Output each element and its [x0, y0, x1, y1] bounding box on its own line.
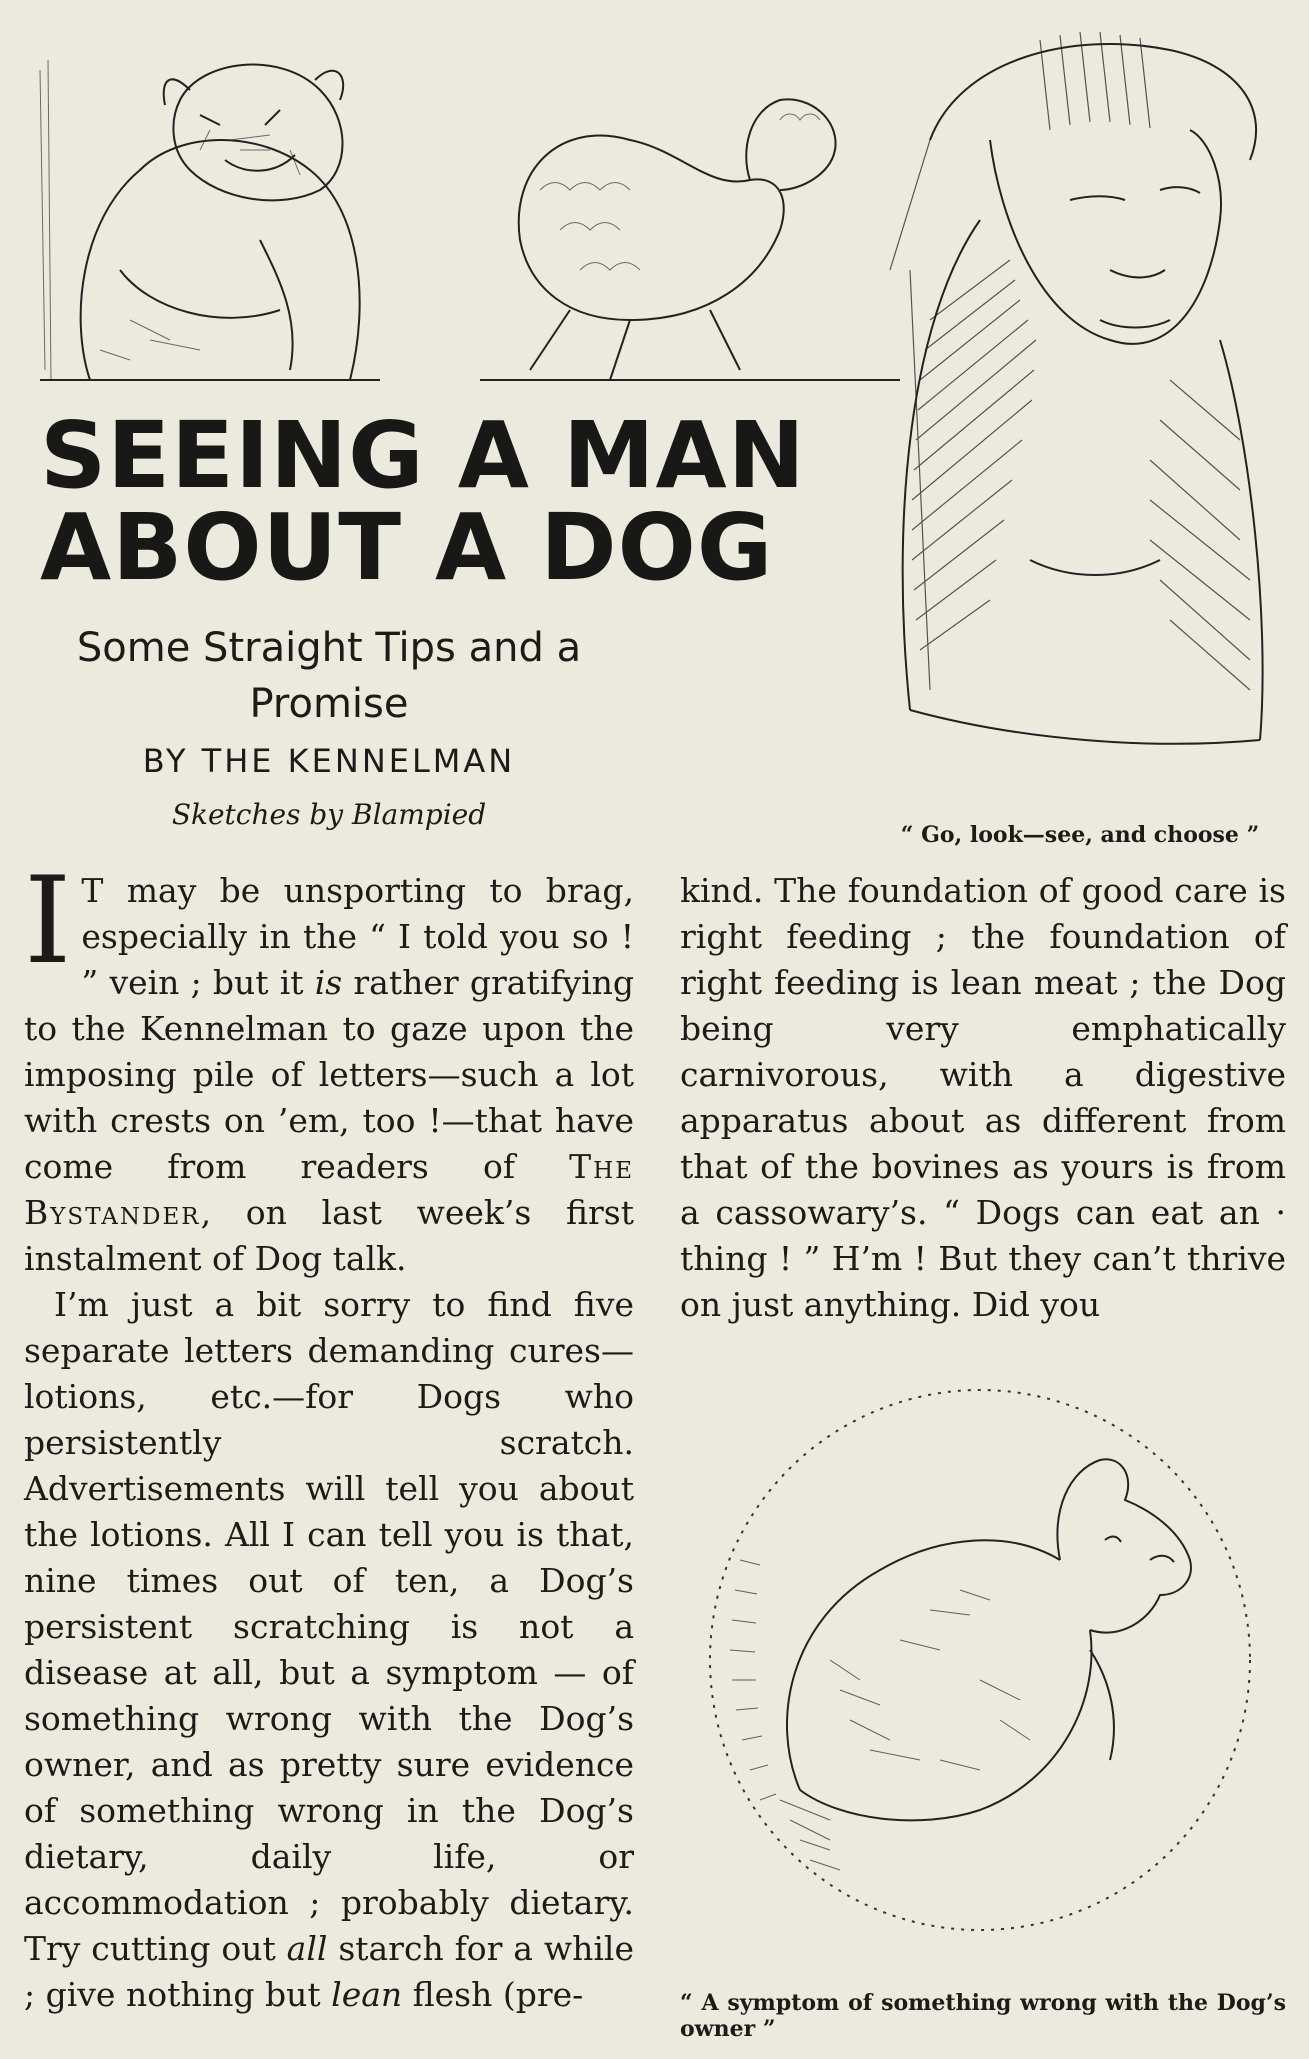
p2-text-b: starch for a while ; give nothing but — [24, 1929, 634, 2014]
p2-emphasis-lean: lean — [331, 1975, 403, 2014]
paragraph-3: kind. The foundation of good care is right feeding ; the foundation of right feeding is lean meat ; the Dog being very emphatically carnivorous, with a digestive apparatus about as different from that of the bovines as yours is from a cassowary’s. “ Dogs can eat an · thing ! ” H’m ! But they can’t thrive on just anything. Did you — [680, 871, 1286, 1324]
p2-emphasis-all: all — [286, 1929, 328, 1968]
p2-text-a: I’m just a bit sorry to find five separate letters demanding cures—lotions, etc.—for Dogs who persistently scratch. Advertisements will tell you about the lotions. All I can tell you is that, nine times out of ten, a Dog’s persistent scratching is not a disease at all, but a symptom — of something wrong with the Dog’s owner, and as pretty sure evidence of something wrong in the Dog’s dietary, daily life, or accommodation ; probably dietary. Try cutting out — [24, 1285, 634, 1968]
body-column-left — [24, 852, 634, 2018]
title-line-2: ABOUT A DOG — [40, 494, 774, 601]
title-line-1: SEEING A MAN — [40, 402, 806, 509]
terrier-caption: “ A symptom of something wrong with the Dog’s owner ” — [680, 1990, 1286, 2042]
p1-emphasis: is — [314, 963, 343, 1002]
p1-text-c: , on last week’s first instalment of Dog talk. — [24, 1193, 634, 1278]
terrier-sketch — [680, 1360, 1280, 1960]
byline: BY THE KENNELMAN — [142, 742, 516, 780]
article-title — [40, 402, 860, 601]
publication-name: The Bystander — [24, 1147, 634, 1232]
article-subtitle: Some Straight Tips and a Promise — [76, 625, 582, 727]
p2-text-c: flesh (pre- — [402, 1975, 584, 2014]
p1-text-a: T may be unsporting to brag, especially in the “ I told you so ! ” vein ; but it — [81, 871, 634, 1002]
paragraph-1 — [24, 852, 634, 1282]
paragraph-2 — [24, 1282, 634, 2018]
drop-cap: I — [24, 852, 72, 991]
body-column-right — [680, 868, 1286, 1328]
woman-caption: “ Go, look—see, and choose ” — [900, 822, 1260, 848]
p1-text-b: rather gratifying to the Kennelman to gaze upon the imposing pile of letters—such a lot with crests on ’em, too !—that have come from readers of — [24, 963, 634, 1186]
sketches-credit: Sketches by Blampied — [171, 798, 487, 831]
pomeranian-sketch — [480, 40, 900, 400]
woman-sketch — [870, 20, 1290, 810]
bulldog-sketch — [30, 20, 390, 400]
